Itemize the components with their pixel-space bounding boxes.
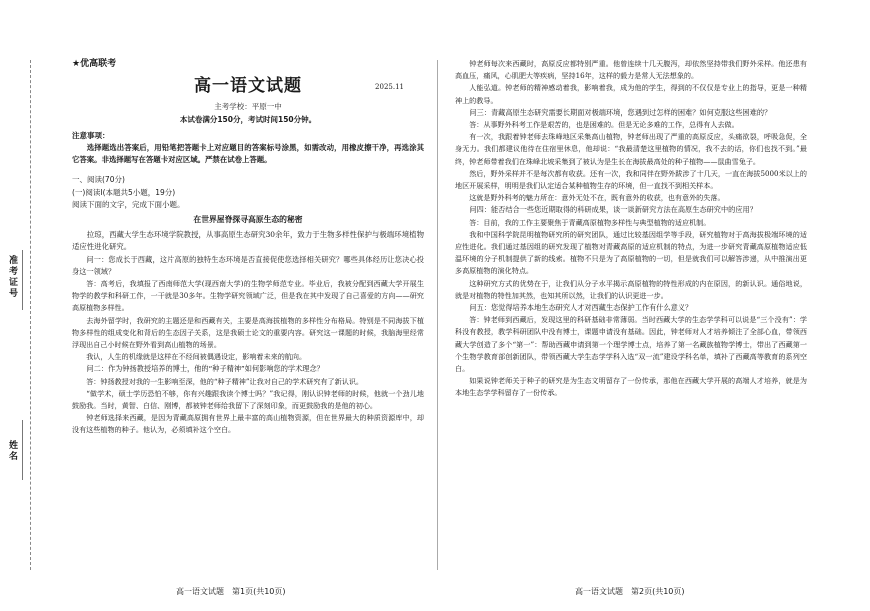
answer-paragraph: 如果说钟老师关于种子的研究是为生态文明留存了一份传承，那他在西藏大学开展的高端人才培养，就是为本地生态学学科留存了一份传承。: [455, 376, 807, 398]
notice-text: 选择题选出答案后，用铅笔把答题卡上对应题目的答案标号涂黑，如需改动，用橡皮擦干净，再选涂其它答案。非选择题写在答题卡对应区域。严禁在试卷上答题。: [72, 143, 424, 165]
answer-paragraph: 我认，人生的机缘就是这样在不经间被偶遇设定，影响着未来的航向。: [86, 352, 307, 362]
right-paragraphs: [455, 58, 807, 400]
answer-paragraph: 我和中国科学院昆明植物研究所的研究团队，通过比较基因组学等手段，研究植物对于高海拔极端环境的适应性进化。我们通过基因组的研究发现了植物对青藏高原的适应机制的特点，为进一步研究青藏高原植物适应低温环境的分子机制提供了新的线索。植物不只是为了高原植物的一切，但是就我们可以解答涉递，从中推演出更多高原植物的演化特点。: [455, 229, 807, 276]
brand-label: ★优高联考: [72, 59, 117, 69]
notice-label: 注意事项：: [72, 130, 110, 140]
page-divider: [437, 60, 438, 570]
answer-paragraph: 有一次，我跟着钟老师去珠峰地区采集高山植物，钟老师出现了严重的高原反应，头痛欲裂，呼吸急促，全身无力。我们都建议他待在住宿里休息，他却说：“我最清楚这里植物的情况，我不去的话，你们也找不到。”最终，钟老师带着我们在珠峰北坡采集到了被认为是生长在海拔最高处的种子植物——鼠曲雪兔子。: [455, 132, 807, 166]
article-title: 在世界屋脊探寻高原生态的秘密: [193, 215, 303, 225]
instruction-text: 阅读下面的文字，完成下面小题。: [72, 199, 185, 209]
answer-paragraph: 答：目前，我的工作主要聚焦于青藏高原植物多样性与典型植物的适应机制。: [469, 217, 711, 227]
answer-paragraph: 钟老师选择来西藏，是因为青藏高原拥有世界上最丰富的高山植物资源，但在世界最大的种质资源库中，却没有这些植物的种子。他认为，必须填补这个空白。: [72, 413, 424, 435]
answer-paragraph: 人能弘道。钟老师的精神感动着我，影响着我，成为他的学生，得到的不仅仅是专业上的指导，更是一种精神上的教导。: [455, 83, 807, 105]
binding-line: [30, 60, 31, 570]
binding-margin: [0, 0, 58, 611]
left-footer: 高一语文试题 第1页(共10页): [176, 587, 286, 596]
page-title: 高一语文试题: [194, 76, 302, 97]
section-heading: 一、阅读(70分): [72, 175, 125, 185]
interview-question: 问三：青藏高原生态研究需要长期面对极端环境，您遇到过怎样的困难？如何克服这些困难的？: [469, 107, 772, 117]
answer-paragraph: 答：从事野外科考工作是艰苦的，也是困难的。但是无论多难的工作，总得有人去做。: [469, 120, 739, 130]
exam-number-label: 准考证号: [7, 255, 17, 299]
interview-question: 问五：您觉得培养本地生态研究人才对西藏生态保护工作有什么意义？: [469, 303, 693, 313]
host-school: 主考学校：平原一中: [214, 102, 282, 112]
subsection-heading: (一)阅读Ⅰ(本题共5小题，19分): [72, 187, 176, 197]
answer-paragraph: 去海外留学时，我研究的主题还是和西藏有关，主要是高海拔植物的多样性分布格局。特别是不同海拔下植物多样性的组成变化和背后的生态因子关系，这是我硕士论文的重要内容。研究这一课题的时候，我脑海里经常浮现出自己小时候在野外看到高山植物的场景。: [72, 315, 424, 350]
exam-meta: 本试卷满分150分，考试时间150分钟。: [179, 114, 317, 124]
answer-paragraph: 这种研究方式的优势在于，让我们从分子水平揭示高原植物的特性形成的内在原因，的新认识。通俗地说，就是对植物的特性加其然，也知其所以然，让我们的认识更进一步。: [455, 278, 807, 300]
answer-paragraph: 这就是野外科考的魅力所在：意外无处不在，既有意外的收获，也有意外的失落。: [469, 193, 725, 203]
exam-date: 2025.11: [375, 83, 404, 92]
answer-paragraph: 然后，野外采样并不是每次都有收获。还有一次，我和同伴在野外跋涉了十几天，一直在海拔5000米以上的地区开展采样，明明是我们认定适合某种植物生存的环境，但一直找不到相关样本。: [455, 168, 807, 191]
interview-question: 问二：作为钟扬教授培养的博士，他的“种子精神”如何影响您的学术理念？: [86, 364, 324, 374]
title-row: [72, 76, 424, 97]
left-paragraphs: [72, 229, 424, 436]
left-page: [72, 58, 424, 437]
answer-paragraph: 钟老师每次来西藏时，高原反应都特别严重。他曾连续十几天腹泻，却依然坚持带我们野外采样。他还患有高血压，痛风，心肌肥大等疾病，坚持16年，这样的毅力是常人无法想象的。: [455, 59, 807, 81]
answer-paragraph: “做学术，硕士学历恐怕不够，你有兴趣跟我读个博士吗？”我记得，刚认识钟老师的时候，他就一个劲儿地鼓励我。当时，黄智、白信、刚博，都被钟老师给我留下了深刻印象，而更鼓励我的是他的初心。: [72, 388, 424, 411]
exam-number-blank: [22, 250, 23, 310]
name-blank: [22, 420, 23, 480]
answer-paragraph: 答：高考后，我填报了西南师范大学(现西南大学)的生物学师范专业。毕业后，我被分配到西藏大学开展生物学的教学和科研工作，一干就是30多年。生物学研究领域广泛，但是我在其中发现了自己喜爱的方向——研究高原植物多样性。: [72, 279, 424, 313]
name-label: 姓名: [7, 440, 17, 462]
answer-paragraph: 答：钟扬教授对我的一生影响至深，他的“种子精神”让我对自己的学术研究有了新认识。: [86, 376, 364, 386]
intro-paragraph: 拉琼，西藏大学生态环境学院教授，从事高原生态研究30余年，致力于生物多样性保护与极端环境植物适应性进化研究。: [72, 230, 424, 252]
interview-question: 问一：您成长于西藏，这片高原的独特生态环境是否直接促使您选择相关研究？哪些具体经历让您决心投身这一领域？: [72, 254, 424, 276]
answer-paragraph: 答：钟老师到西藏后，发现这里的科研基础非常薄弱。当时西藏大学的生态学学科可以说是“三个没有”：学科没有教授，教学科研团队中没有博士，课题申请没有基础。因此，钟老师对人才培养倾注了全部心血，带领西藏大学创造了多个“第一”：帮助西藏申请到第一个理学博士点，培养了第一名藏族植物学博士，带出了西藏第一个生物学教育部创新团队，带领西藏大学生态学学科入选“双一流”建设学科名单，填补了西藏高等教育的系列空白。: [455, 315, 807, 374]
right-page: [455, 58, 807, 400]
right-footer: 高一语文试题 第2页(共10页): [575, 587, 685, 596]
interview-question: 问四：能否结合一些您近期取得的科研成果，谈一谈新研究方法在高原生态研究中的应用？: [469, 205, 757, 215]
